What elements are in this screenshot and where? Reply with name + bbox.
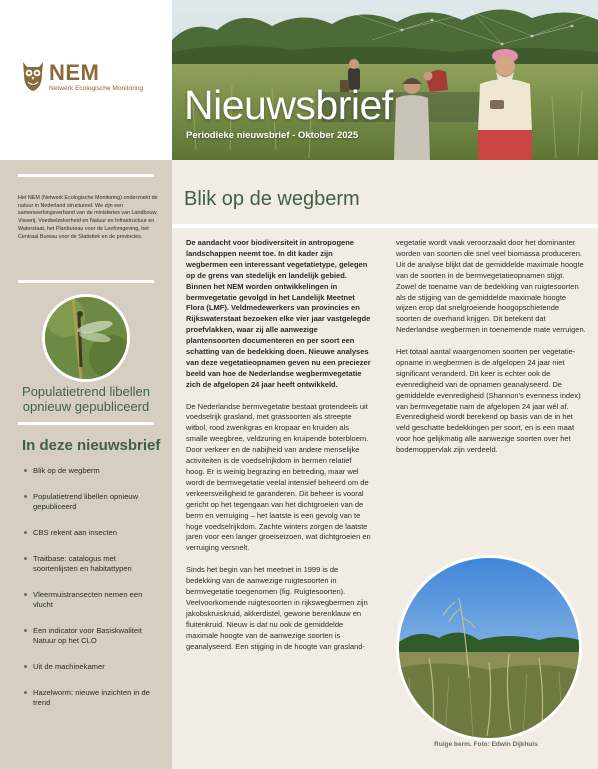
- bullet-icon: [24, 665, 27, 668]
- toc-list: [24, 466, 160, 708]
- toc-item[interactable]: Een indicator voor Basiskwaliteit Natuur op het CLO: [24, 626, 160, 646]
- toc-heading: In deze nieuwsbrief: [22, 437, 161, 454]
- article-paragraph: De Nederlandse bermvegetatie bestaat grotendeels uit voedselrijk grasland, met grassoorten als streepte witbol, rood zwenkgras en kropaar en kruiden als smalle weegbree, veldzuring en kruipende boterbloem. Door verkeer en de nabijheid van andere menselijke activiteiten is de voedselrijkdom in bermen relatief hoog. Er is weinig begrazing en betreding, maar wel wordt de bermvegetatie veelal intensief beheerd om de verkeersveiligheid te garanderen. Dit beheer is vooral gericht op het tegengaan van het dichtgroeien van de berm en verruiging – het laatste is een gevolg van te hoge voedselrijkdom. Zachte winters zorgen de laatste jaren voor een langer groeiseizoen, wat dichtgroeien en verruiging versnelt.: [186, 401, 371, 553]
- owl-watermark-icon: [62, 760, 172, 769]
- article-column-2: [396, 238, 586, 467]
- bullet-icon: [24, 469, 27, 472]
- dragonfly-photo: [42, 294, 130, 382]
- bullet-icon: [24, 691, 27, 694]
- article-paragraph: Het totaal aantal waargenomen soorten per vegetatie-opname in wegbermen is de afgelopen 24 jaar niet significant veranderd. Dit keer is echter ook de evenredigheid van de opnamen geanalyseerd. De gemiddelde evenredigheid (Shannon's evenness index) van bermvegetatie nam de afgelopen 24 jaar wél af. Evenredigheid wordt berekend op basis van de in het veld geschatte bedekkingen per soort, en is een maat voor hoe gelijkmatig alle aanwezige soorten over het bodemoppervlak zijn verdeeld.: [396, 347, 581, 455]
- photo-caption: Ruige berm. Foto: Edwin Dijkhuis: [434, 741, 538, 748]
- toc-item[interactable]: CBS rekent aan insecten: [24, 528, 160, 538]
- owl-logo-icon: [20, 58, 46, 92]
- newsletter-header: [0, 0, 598, 160]
- bullet-icon: [24, 629, 27, 632]
- bullet-icon: [24, 593, 27, 596]
- toc-item[interactable]: Uit de machinekamer: [24, 662, 160, 672]
- sidebar-divider: [18, 280, 154, 283]
- article-paragraph: vegetatie wordt vaak veroorzaakt door het dominanter worden van soorten die snel veel biomassa produceren. Uit de analyse blijkt dat de gemiddelde maximale hoogte van de soorten in de bermvegetatieopnamen stijgt.: [396, 238, 584, 280]
- sidebar-divider: [18, 174, 154, 177]
- newsletter-subtitle: Periodieke nieuwsbrief - Oktober 2025: [186, 130, 359, 141]
- toc-item[interactable]: Hazelworm: nieuwe inzichten in de trend: [24, 688, 160, 708]
- bullet-icon: [24, 557, 27, 560]
- bullet-icon: [24, 531, 27, 534]
- article-paragraph: Sinds het begin van het meetnet in 1999 is de bedekking van de aanwezige ruigtesoorten in bermvegetatie toegenomen (fig. Ruigtesoorten). Veelvoorkomende ruigtesoorten in rijkswegbermen zijn jakobskruiskruid, akkerdistel, gewone berenklauw en fluitenkruid. Nieuw is dat nu ook de gemiddelde maximale hoogte van de aanwezige soorten is geanalyseerd. Een stijging in de hoogte van grasland-: [186, 565, 368, 651]
- toc-item[interactable]: Vleermuistransecten nemen een vlucht: [24, 590, 160, 610]
- featured-story-title[interactable]: Populatietrend libellen opnieuw gepubliceerd: [22, 384, 150, 414]
- toc-item[interactable]: Traitbase: catalogus met soortenlijsten en habitattypen: [24, 554, 160, 574]
- article-column-1: [186, 238, 372, 663]
- article-title: Blik op de wegberm: [184, 188, 360, 210]
- toc-item[interactable]: Blik op de wegberm: [24, 466, 160, 476]
- article-divider: [172, 224, 598, 228]
- nem-intro-text: Het NEM (Netwerk Ecologische Monitoring) onderzoekt de natuur in Nederland structureel. We zijn een samenwerkingsverband van de ministeries van Landbouw, Visserij, Voedselzekerheid en Natuur en Infrastructuur en Waterstaat, het Planbureau voor de Leefomgeving, het Centraal Bureau voor de Statistiek en de provincies.: [18, 195, 158, 240]
- newsletter-title: Nieuwsbrief: [184, 82, 393, 128]
- sidebar-divider: [18, 422, 154, 425]
- article-paragraph: Zowel de toename van de bedekking van ruigtesoorten als de stijging van de gemiddelde maximale hoogte wijzen erop dat snelgroeiende hoogopschietende soorten de overhand krijgen. Dit betekent dat Nederlandse wegbermen in toenemende mate verruigen.: [396, 281, 586, 335]
- toc-item[interactable]: Populatietrend libellen opnieuw gepubliceerd: [24, 492, 160, 512]
- logo-panel: [0, 0, 172, 160]
- verge-photo: [396, 555, 582, 741]
- article-lead: De aandacht voor biodiversiteit in antropogene landschappen neemt toe. In dit kader zijn wegbermen een interessant vegetatietype, gelegen op de grens van stedelijk en landelijk gebied. Binnen het NEM worden ontwikkelingen in bermvegetatie gevolgd in het Landelijk Meetnet Flora (LMF). Veldmedewerkers van provincies en Rijkswaterstaat bezoeken elke vier jaar vastgelegde proefvlakken, waar zij alle aanwezige plantensoorten documenteren en per soort een schatting van de bedekking doen. Nieuwe analyses van deze vegetatieopnamen geven nu een preciezer beeld van hoe de Nederlandse wegbermvegetatie zich de afgelopen 24 jaar heeft ontwikkeld.: [186, 238, 371, 389]
- logo-wordmark: NEM: [49, 60, 100, 85]
- bullet-icon: [24, 495, 27, 498]
- logo-tagline: Netwerk Ecologische Monitoring: [49, 85, 144, 92]
